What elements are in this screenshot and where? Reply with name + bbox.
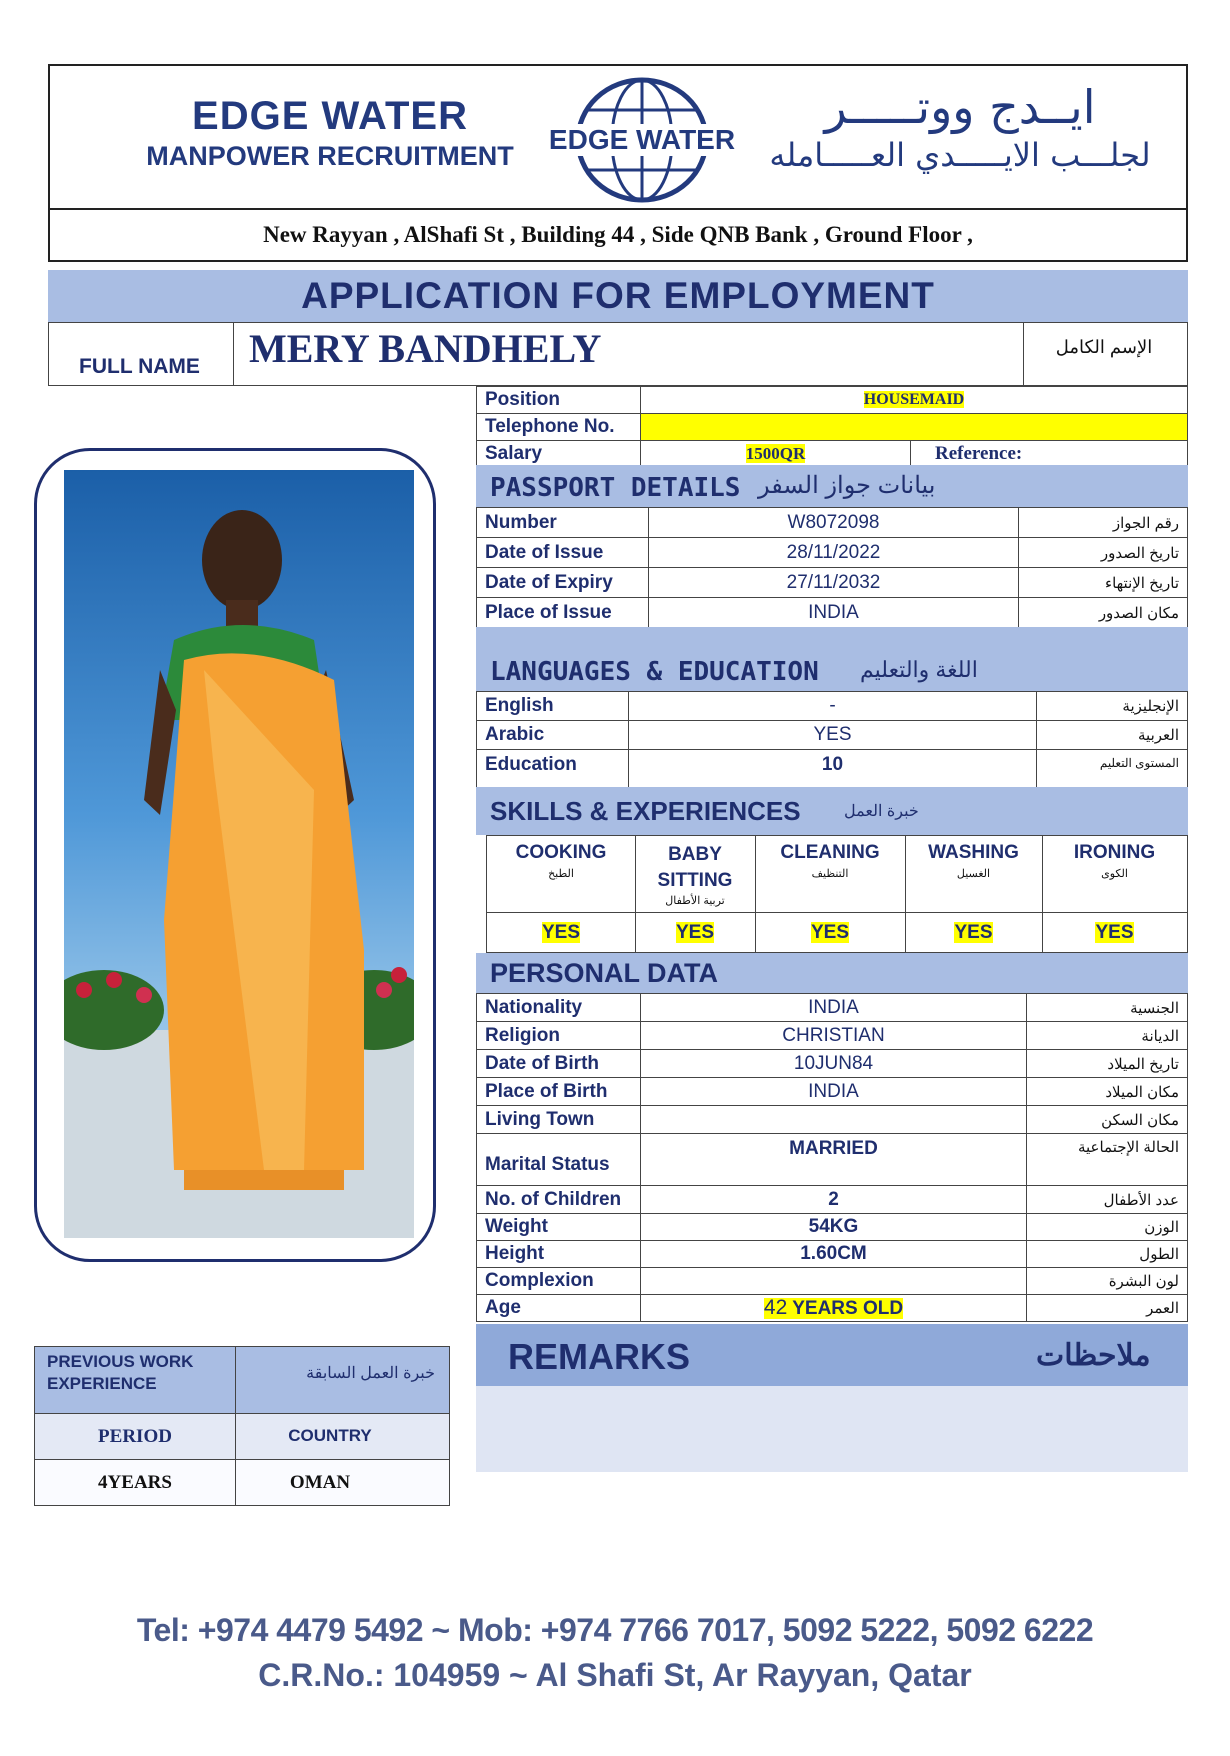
- height-value: 1.60CM: [641, 1241, 1027, 1268]
- skill-value-cleaning: YES: [810, 922, 850, 943]
- arabic-value: YES: [629, 721, 1037, 750]
- languages-heading: LANGUAGES & EDUCATION: [490, 657, 819, 687]
- table-row: [477, 692, 1188, 721]
- arabic-label: Arabic: [477, 721, 629, 750]
- remarks-heading-band: [476, 1324, 1188, 1386]
- previous-work-subheader: [35, 1414, 449, 1460]
- table-row: [477, 1214, 1188, 1241]
- table-row: [477, 994, 1188, 1022]
- marital-status-value: MARRIED: [641, 1134, 1027, 1186]
- skills-heading: SKILLS & EXPERIENCES: [490, 796, 801, 826]
- passport-number-label-ar: رقم الجواز: [1019, 508, 1188, 538]
- passport-number-label: Number: [477, 508, 649, 538]
- complexion-label-ar: لون البشرة: [1027, 1268, 1188, 1295]
- full-name-label: FULL NAME: [79, 355, 200, 378]
- marital-status-label: Marital Status: [477, 1134, 641, 1186]
- company-name-ar: [750, 80, 1170, 174]
- salary-value: 1500QR: [745, 444, 806, 463]
- address-bar: [48, 208, 1188, 262]
- table-row: [477, 387, 1188, 414]
- birth-date-label-ar: تاريخ الميلاد: [1027, 1050, 1188, 1078]
- remarks-label: REMARKS: [508, 1336, 691, 1377]
- salary-cell: [641, 441, 911, 468]
- table-row: [477, 1106, 1188, 1134]
- skills-grid: [486, 835, 1188, 953]
- salary-label: Salary: [477, 441, 641, 468]
- page-title-band: [48, 270, 1188, 322]
- skill-value-row: [487, 912, 635, 953]
- expiry-date-value: 27/11/2032: [649, 568, 1019, 598]
- previous-work-header: [35, 1347, 449, 1414]
- table-row: [477, 1050, 1188, 1078]
- religion-label-ar: الديانة: [1027, 1022, 1188, 1050]
- table-row: [477, 721, 1188, 750]
- reference-label: Reference:: [911, 441, 1188, 468]
- table-row: [477, 1268, 1188, 1295]
- applicant-photo-icon: [64, 470, 414, 1238]
- skill-label-washing: WASHING: [928, 842, 1019, 863]
- position-value: HOUSEMAID: [863, 391, 965, 408]
- skill-col-ironing: [1042, 836, 1187, 952]
- birth-place-label-ar: مكان الميلاد: [1027, 1078, 1188, 1106]
- skill-label-ar-washing: الغسيل: [956, 868, 991, 880]
- telephone-value: [641, 414, 1188, 441]
- complexion-label: Complexion: [477, 1268, 641, 1295]
- table-row: [477, 441, 1188, 468]
- skill-col-baby-sitting: [635, 836, 756, 952]
- table-row: [477, 1134, 1188, 1186]
- footer-address-line: C.R.No.: 104959 ~ Al Shafi St, Ar Rayyan, Qatar: [258, 1657, 972, 1693]
- personal-heading: PERSONAL DATA: [490, 958, 719, 988]
- skill-value-row: [635, 912, 755, 953]
- position-cell: [641, 387, 1188, 414]
- skill-value-row: [1042, 912, 1187, 953]
- skills-heading-band: [476, 787, 1188, 835]
- full-name-label-ar: الإسم الكامل: [1055, 337, 1153, 357]
- skill-label-cleaning: CLEANING: [780, 842, 880, 863]
- period-label: PERIOD: [98, 1426, 172, 1447]
- nationality-value: INDIA: [641, 994, 1027, 1022]
- table-row: [477, 1186, 1188, 1214]
- country-value: OMAN: [289, 1472, 351, 1493]
- period-value: 4YEARS: [98, 1472, 172, 1493]
- living-town-value: [641, 1106, 1027, 1134]
- personal-table: [476, 993, 1188, 1322]
- passport-heading-ar: بيانات جواز السفر: [758, 472, 936, 499]
- children-label-ar: عدد الأطفال: [1027, 1186, 1188, 1214]
- previous-work-table: [34, 1346, 450, 1506]
- table-row: [477, 414, 1188, 441]
- passport-number-value: W8072098: [649, 508, 1019, 538]
- position-label: Position: [477, 387, 641, 414]
- table-row: [477, 1022, 1188, 1050]
- company-name-line1: EDGE WATER: [192, 94, 468, 138]
- name-divider-left: [233, 323, 234, 385]
- name-row: [48, 322, 1188, 386]
- issue-date-label: Date of Issue: [477, 538, 649, 568]
- age-unit: YEARS OLD: [787, 1298, 904, 1319]
- remarks-label-ar: ملاحظات: [1036, 1339, 1151, 1372]
- expiry-date-label-ar: تاريخ الإنتهاء: [1019, 568, 1188, 598]
- skill-label-ar-cooking: الطبخ: [548, 868, 574, 880]
- job-table: [476, 386, 1188, 468]
- age-number: 42: [763, 1296, 788, 1319]
- skill-value-baby-sitting: YES: [675, 922, 715, 943]
- table-row: [477, 1078, 1188, 1106]
- company-name-ar-line2: لجلـــب الايـــــدي العـــــامله: [769, 136, 1151, 174]
- passport-heading: PASSPORT DETAILS: [490, 473, 741, 503]
- passport-heading-band: [476, 465, 1188, 507]
- previous-work-title: PREVIOUS WORK EXPERIENCE: [47, 1352, 194, 1393]
- company-name-en: [120, 94, 540, 172]
- applicant-photo: [64, 470, 414, 1238]
- skill-value-ironing: YES: [1095, 922, 1134, 943]
- weight-label: Weight: [477, 1214, 641, 1241]
- birth-date-label: Date of Birth: [477, 1050, 641, 1078]
- english-label: English: [477, 692, 629, 721]
- company-name-line2: MANPOWER RECRUITMENT: [146, 141, 514, 171]
- birth-place-label: Place of Birth: [477, 1078, 641, 1106]
- height-label: Height: [477, 1241, 641, 1268]
- languages-heading-band: [476, 627, 1188, 691]
- skill-value-washing: YES: [954, 922, 993, 943]
- height-label-ar: الطول: [1027, 1241, 1188, 1268]
- skill-label-ar-ironing: الكوى: [1101, 868, 1128, 880]
- living-town-label-ar: مكان السكن: [1027, 1106, 1188, 1134]
- table-row: [477, 1241, 1188, 1268]
- living-town-label: Living Town: [477, 1106, 641, 1134]
- weight-value: 54KG: [641, 1214, 1027, 1241]
- company-logo: [542, 74, 742, 206]
- skill-value-row: [905, 912, 1042, 953]
- table-row: [477, 1295, 1188, 1322]
- issue-place-value: INDIA: [649, 598, 1019, 628]
- skill-col-cooking: [487, 836, 636, 952]
- table-row: [477, 568, 1188, 598]
- weight-label-ar: الوزن: [1027, 1214, 1188, 1241]
- skill-label-ar-cleaning: التنظيف: [811, 868, 849, 880]
- footer: [0, 1612, 1230, 1694]
- skill-label-baby-sitting: BABY SITTING: [657, 844, 733, 891]
- country-label: COUNTRY: [288, 1426, 372, 1445]
- name-divider-right: [1023, 323, 1024, 385]
- skill-col-cleaning: [755, 836, 906, 952]
- skills-heading-ar: خبرة العمل: [844, 803, 919, 820]
- skill-label-cooking: COOKING: [515, 842, 607, 863]
- age-cell: [641, 1295, 1027, 1322]
- issue-place-label-ar: مكان الصدور: [1019, 598, 1188, 628]
- skill-label-ar-baby-sitting: تربية الأطفال: [665, 895, 725, 907]
- skill-value-cooking: YES: [541, 922, 581, 943]
- passport-table: [476, 507, 1188, 628]
- telephone-label: Telephone No.: [477, 414, 641, 441]
- education-label-ar: المستوى التعليم: [1037, 750, 1188, 788]
- age-label: Age: [477, 1295, 641, 1322]
- header-box: [48, 64, 1188, 210]
- nationality-label: Nationality: [477, 994, 641, 1022]
- previous-work-row: [35, 1460, 449, 1505]
- skill-label-ironing: IRONING: [1073, 842, 1156, 863]
- children-label: No. of Children: [477, 1186, 641, 1214]
- table-row: [477, 508, 1188, 538]
- table-row: [477, 598, 1188, 628]
- english-value: -: [629, 692, 1037, 721]
- birth-place-value: INDIA: [641, 1078, 1027, 1106]
- english-label-ar: الإنجليزية: [1037, 692, 1188, 721]
- remarks-body: [476, 1386, 1188, 1472]
- religion-value: CHRISTIAN: [641, 1022, 1027, 1050]
- languages-table: [476, 691, 1188, 788]
- education-value: 10: [629, 750, 1037, 788]
- age-label-ar: العمر: [1027, 1295, 1188, 1322]
- issue-date-value: 28/11/2022: [649, 538, 1019, 568]
- table-row: [477, 750, 1188, 788]
- children-value: 2: [641, 1186, 1027, 1214]
- page-title: APPLICATION FOR EMPLOYMENT: [301, 275, 935, 316]
- personal-heading-band: [476, 953, 1188, 993]
- languages-heading-ar: اللغة والتعليم: [860, 657, 978, 682]
- skill-col-washing: [905, 836, 1043, 952]
- marital-status-label-ar: الحالة الإجتماعية: [1027, 1134, 1188, 1186]
- logo-text: EDGE WATER: [548, 124, 736, 155]
- nationality-label-ar: الجنسية: [1027, 994, 1188, 1022]
- age-highlight: [764, 1298, 903, 1319]
- skill-value-row: [755, 912, 905, 953]
- birth-date-value: 10JUN84: [641, 1050, 1027, 1078]
- complexion-value: [641, 1268, 1027, 1295]
- previous-work-title-ar: خبرة العمل السابقة: [306, 1365, 435, 1382]
- expiry-date-label: Date of Expiry: [477, 568, 649, 598]
- table-row: [477, 538, 1188, 568]
- address-text: New Rayyan , AlShafi St , Building 44 , Side QNB Bank , Ground Floor ,: [263, 222, 973, 247]
- full-name-value: MERY BANDHELY: [249, 326, 602, 371]
- company-name-ar-line1: ايــدج ووتـــــر: [824, 80, 1096, 134]
- footer-contact-line: Tel: +974 4479 5492 ~ Mob: +974 7766 7017, 5092 5222, 5092 6222: [136, 1612, 1094, 1648]
- issue-date-label-ar: تاريخ الصدور: [1019, 538, 1188, 568]
- education-label: Education: [477, 750, 629, 788]
- arabic-label-ar: العربية: [1037, 721, 1188, 750]
- issue-place-label: Place of Issue: [477, 598, 649, 628]
- previous-work-divider: [235, 1347, 236, 1413]
- religion-label: Religion: [477, 1022, 641, 1050]
